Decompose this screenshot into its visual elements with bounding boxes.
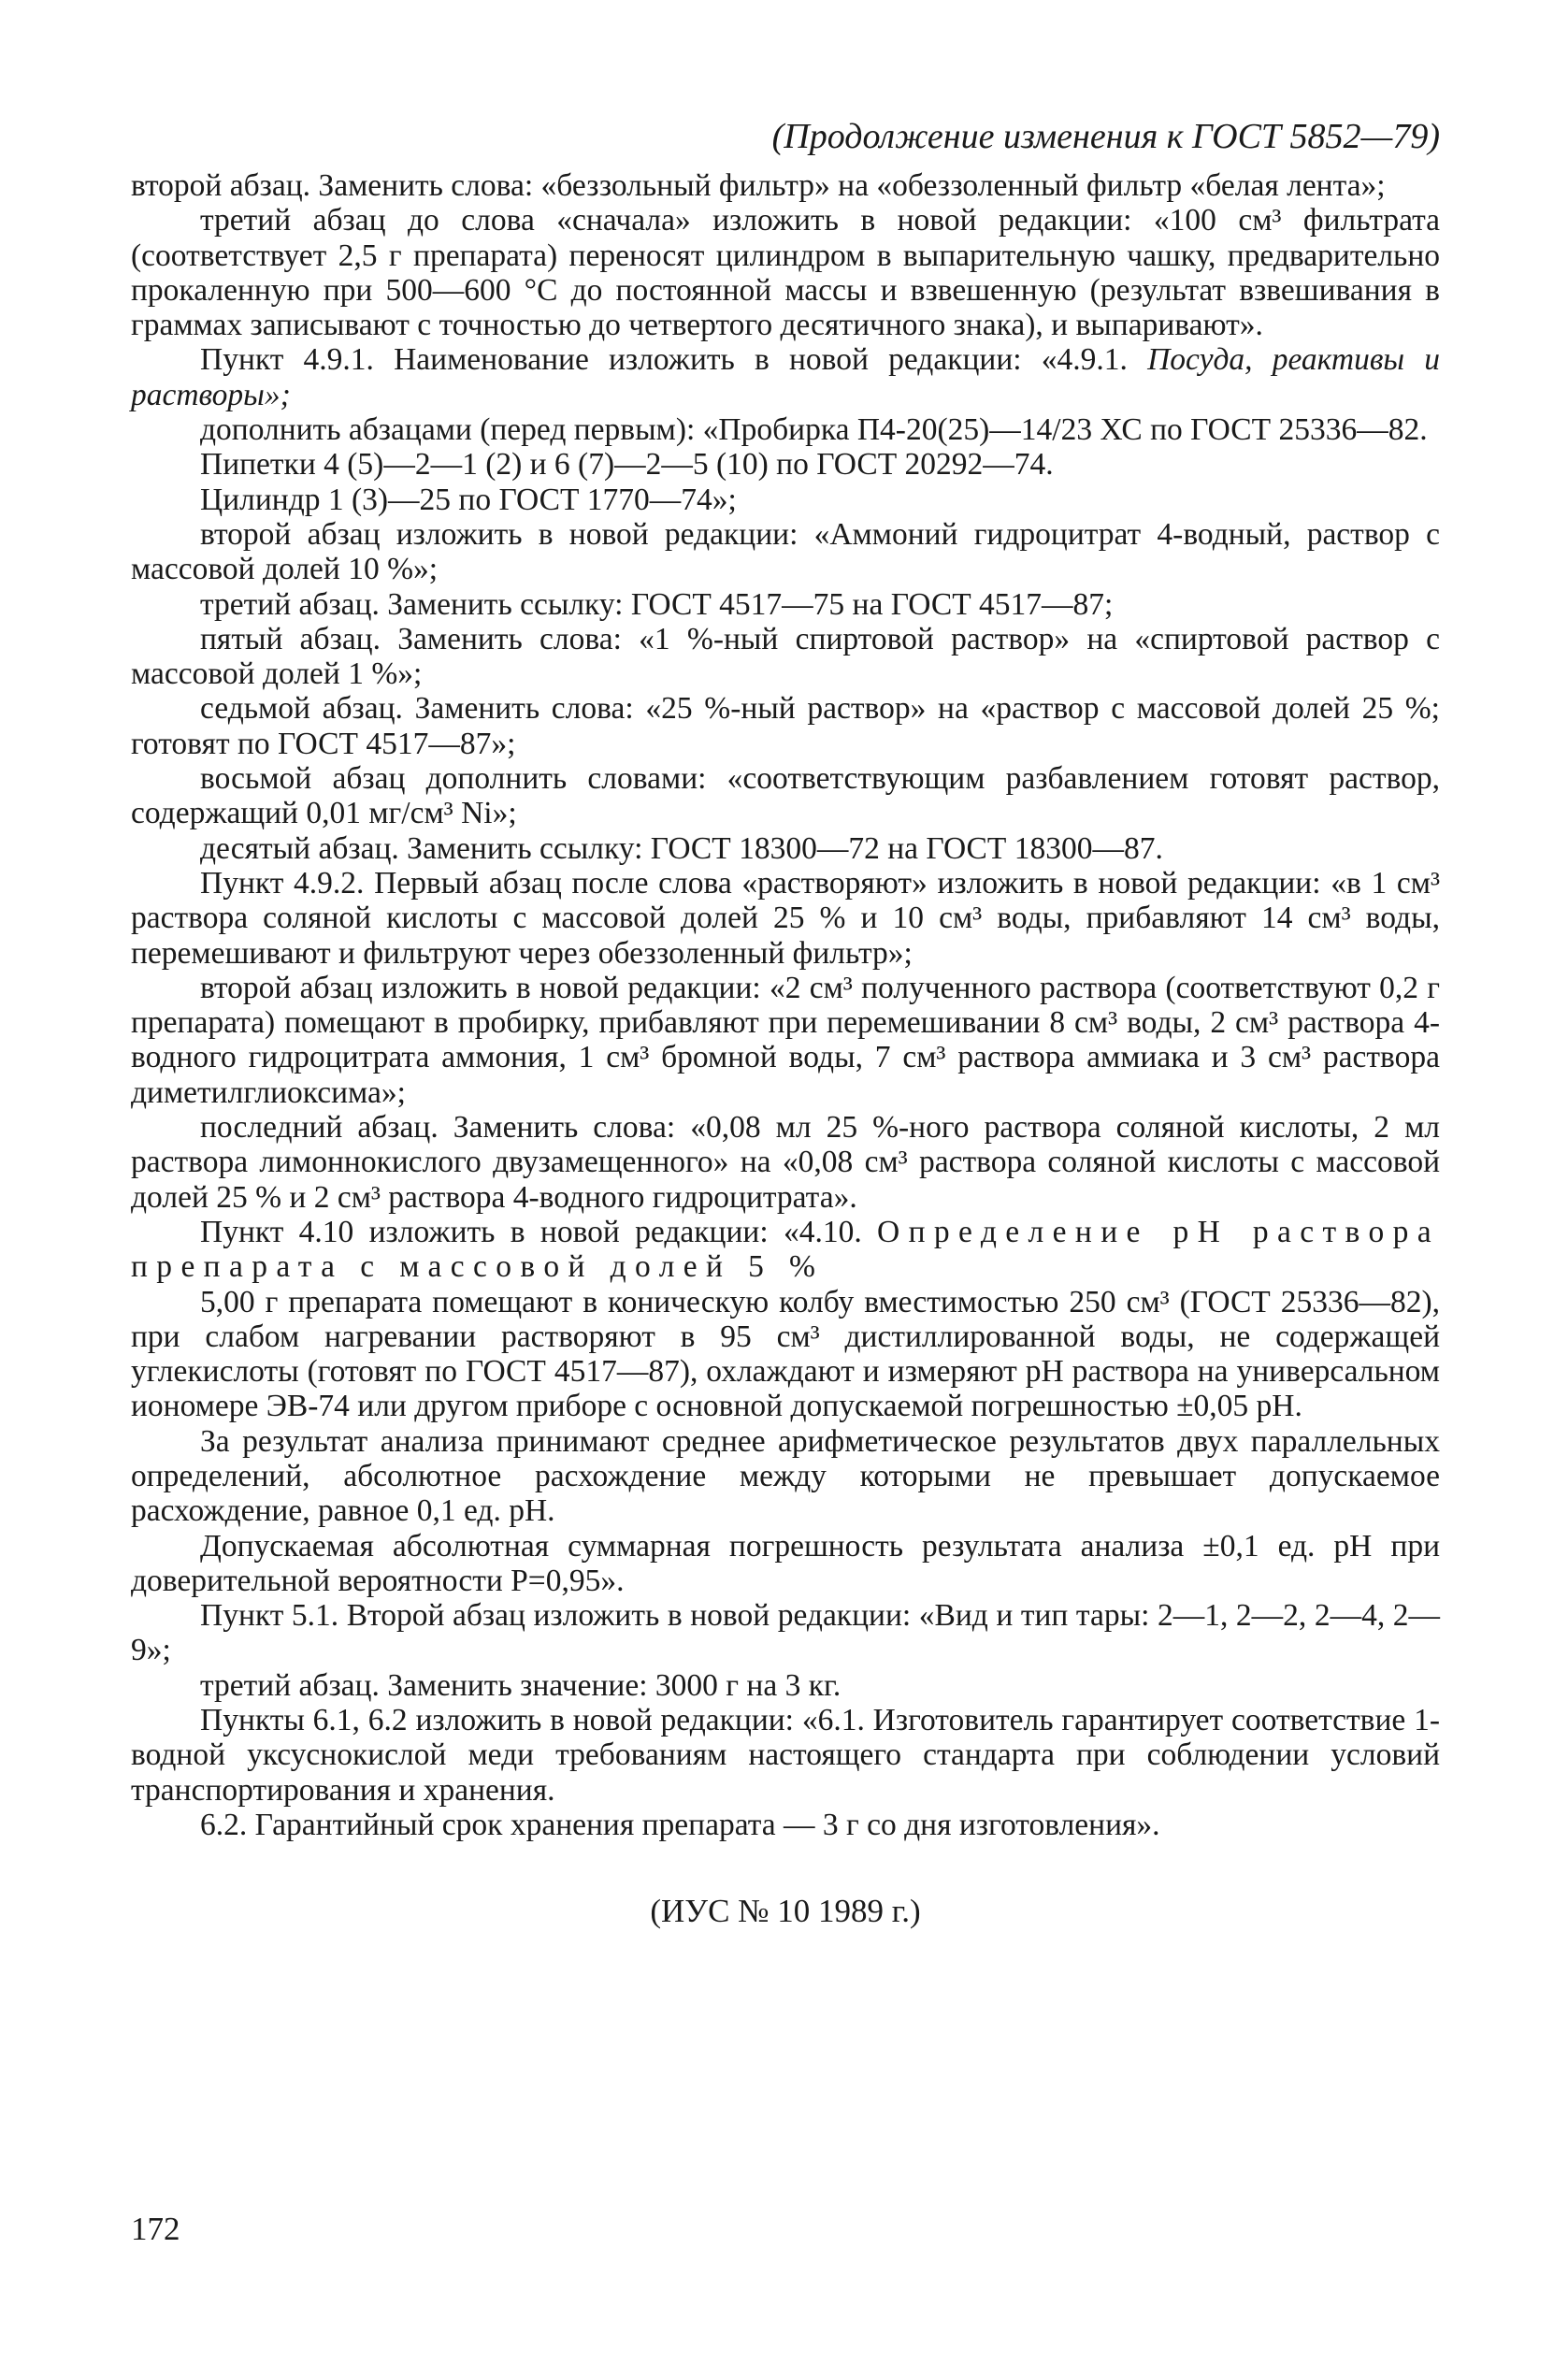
paragraph [131,342,1440,412]
paragraph-text: Пункт 4.10 изложить в новой редакции: «4.10. [200,1214,862,1249]
paragraph: третий абзац. Заменить ссылку: ГОСТ 4517—75 на ГОСТ 4517—87; [200,586,1114,622]
paragraph [131,1215,1440,1285]
paragraph: Пункт 5.1. Второй абзац изложить в новой редакции: «Вид и тип тары: 2—1, 2—2, 2—4, 2—9»; [131,1598,1440,1668]
paragraph: седьмой абзац. Заменить слова: «25 %-ный раствор» на «раствор с массовой долей 25 %; готовят по ГОСТ 4517—87»; [131,691,1440,761]
paragraph: Допускаемая абсолютная суммарная погрешность результата анализа ±0,1 ед. рН при доверительной вероятности Р=0,95». [131,1528,1440,1598]
document-body [131,168,1440,1842]
paragraph: второй абзац. Заменить слова: «беззольный фильтр» на «обеззоленный фильтр «белая лента»; [131,168,1386,203]
paragraph: десятый абзац. Заменить ссылку: ГОСТ 18300—72 на ГОСТ 18300—87. [200,830,1163,866]
paragraph: Пипетки 4 (5)—2—1 (2) и 6 (7)—2—5 (10) по ГОСТ 20292—74. [200,447,1054,483]
italic-heading: Посуда, реактивы и растворы»; [131,342,1440,412]
paragraph: второй абзац изложить в новой редакции: «2 см³ полученного раствора (соответствуют 0,2 г препарата) помещают в пробирку, прибавляют при перемешивании 8 см³ воды, 2 см³ раствора 4-водного гидроцитрата аммония, 1 см³ бромной воды, 7 см³ раствора аммиака и 3 см³ раствора диметилглиоксима»; [131,970,1440,1110]
paragraph: Цилиндр 1 (3)—25 по ГОСТ 1770—74»; [200,482,737,517]
paragraph: 5,00 г препарата помещают в коническую колбу вместимостью 250 см³ (ГОСТ 25336—82), при слабом нагревании растворяют в 95 см³ дистиллированной воды, не содержащей углекислоты (готовят по ГОСТ 4517—87), охлаждают и измеряют рН раствора на универсальном иономере ЭВ-74 или другом приборе с основной допускаемой погрешностью ±0,05 рН. [131,1284,1440,1424]
paragraph: третий абзац до слова «сначала» изложить в новой редакции: «100 см³ фильтрата (соответствует 2,5 г препарата) переносят цилиндром в выпарительную чашку, предварительно прокаленную при 500—600 °С до постоянной массы и взвешенную (результат взвешивания в граммах записывают с точностью до четвертого десятичного знака), и выпаривают». [131,203,1440,343]
source-reference: (ИУС № 10 1989 г.) [650,1893,921,1929]
page-number: 172 [131,2211,180,2247]
paragraph: 6.2. Гарантийный срок хранения препарата — 3 г со дня изготовления». [200,1807,1160,1842]
continuation-header: (Продолжение изменения к ГОСТ 5852—79) [771,117,1440,156]
paragraph-text: Пункт 4.9.1. Наименование изложить в новой редакции: «4.9.1. [200,342,1128,378]
spaced-heading: Определение рН раствора препарата с массовой долей 5 % [131,1214,1440,1285]
paragraph: последний абзац. Заменить слова: «0,08 мл 25 %-ного раствора соляной кислоты, 2 мл раствора лимоннокислого двузамещенного» на «0,08 см³ раствора соляной кислоты с массовой долей 25 % и 2 см³ раствора 4-водного гидроцитрата». [131,1110,1440,1215]
paragraph: Пункт 4.9.2. Первый абзац после слова «растворяют» изложить в новой редакции: «в 1 см³ раствора соляной кислоты с массовой долей 25 % и 10 см³ воды, прибавляют 14 см³ воды, перемешивают и фильтруют через обеззоленный фильтр»; [131,865,1440,971]
paragraph: Пункты 6.1, 6.2 изложить в новой редакции: «6.1. Изготовитель гарантирует соответствие 1-водной уксуснокислой меди требованиям настоящего стандарта при соблюдении условий транспортирования и хранения. [131,1703,1440,1808]
paragraph: пятый абзац. Заменить слова: «1 %-ный спиртовой раствор» на «спиртовой раствор с массовой долей 1 %»; [131,621,1440,692]
paragraph: дополнить абзацами (перед первым): «Пробирка П4-20(25)—14/23 ХС по ГОСТ 25336—82. [200,412,1428,448]
paragraph: третий абзац. Заменить значение: 3000 г на 3 кг. [200,1667,842,1703]
paragraph: За результат анализа принимают среднее арифметическое результатов двух параллельных определений, абсолютное расхождение между которыми не превышает допускаемое расхождение, равное 0,1 ед. рН. [131,1423,1440,1529]
paragraph: второй абзац изложить в новой редакции: «Аммоний гидроцитрат 4-водный, раствор с массовой долей 10 %»; [131,516,1440,587]
paragraph: восьмой абзац дополнить словами: «соответствующим разбавлением готовят раствор, содержащий 0,01 мг/см³ Ni»; [131,761,1440,831]
